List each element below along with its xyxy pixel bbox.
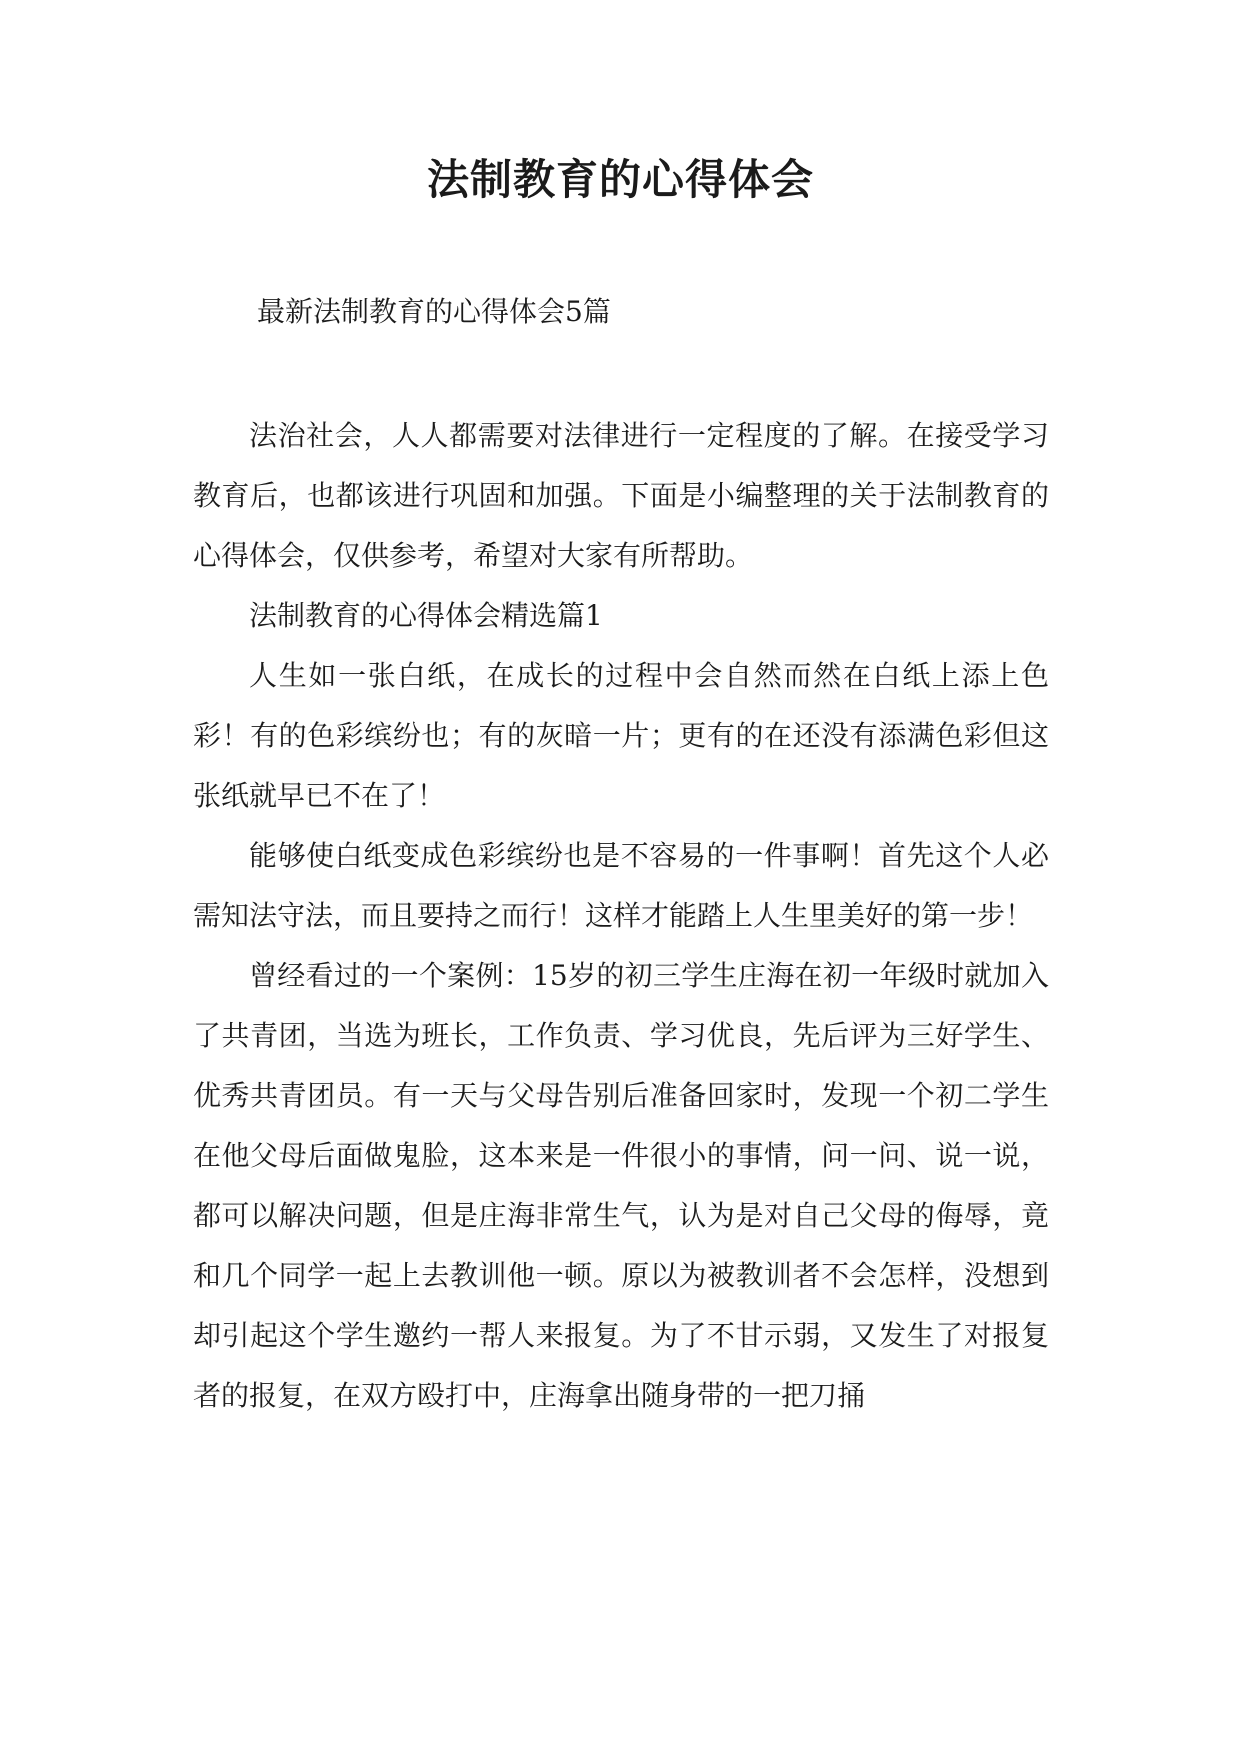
intro-paragraph: 法治社会，人人都需要对法律进行一定程度的了解。在接受学习教育后，也都该进行巩固和加强。下面是小编整理的关于法制教育的心得体会，仅供参考，希望对大家有所帮助。 — [193, 419, 1049, 572]
body-paragraph: 曾经看过的一个案例：15岁的初三学生庄海在初一年级时就加入了共青团，当选为班长，工作负责、学习优良，先后评为三好学生、优秀共青团员。有一天与父母告别后准备回家时，发现一个初二学生在他父母后面做鬼脸，这本来是一件很小的事情，问一问、说一说，都可以解决问题，但是庄海非常生气，认为是对自己父母的侮辱，竟和几个同学一起上去教训他一顿。原以为被教训者不会怎样，没想到却引起这个学生邀约一帮人来报复。为了不甘示弱，又发生了对报复者的报复，在双方殴打中，庄海拿出随身带的一把刀捅 — [193, 959, 1049, 1412]
body-paragraph: 能够使白纸变成色彩缤纷也是不容易的一件事啊！首先这个人必需知法守法，而且要持之而行！这样才能踏上人生里美好的第一步！ — [193, 839, 1049, 932]
body-paragraph: 人生如一张白纸，在成长的过程中会自然而然在白纸上添上色彩！有的色彩缤纷也；有的灰暗一片；更有的在还没有添满色彩但这张纸就早已不在了！ — [193, 659, 1049, 812]
document-body — [193, 406, 1049, 1426]
section-heading: 法制教育的心得体会精选篇1 — [249, 599, 603, 632]
document-subtitle: 最新法制教育的心得体会5篇 — [257, 295, 611, 328]
document-title: 法制教育的心得体会 — [426, 155, 814, 204]
